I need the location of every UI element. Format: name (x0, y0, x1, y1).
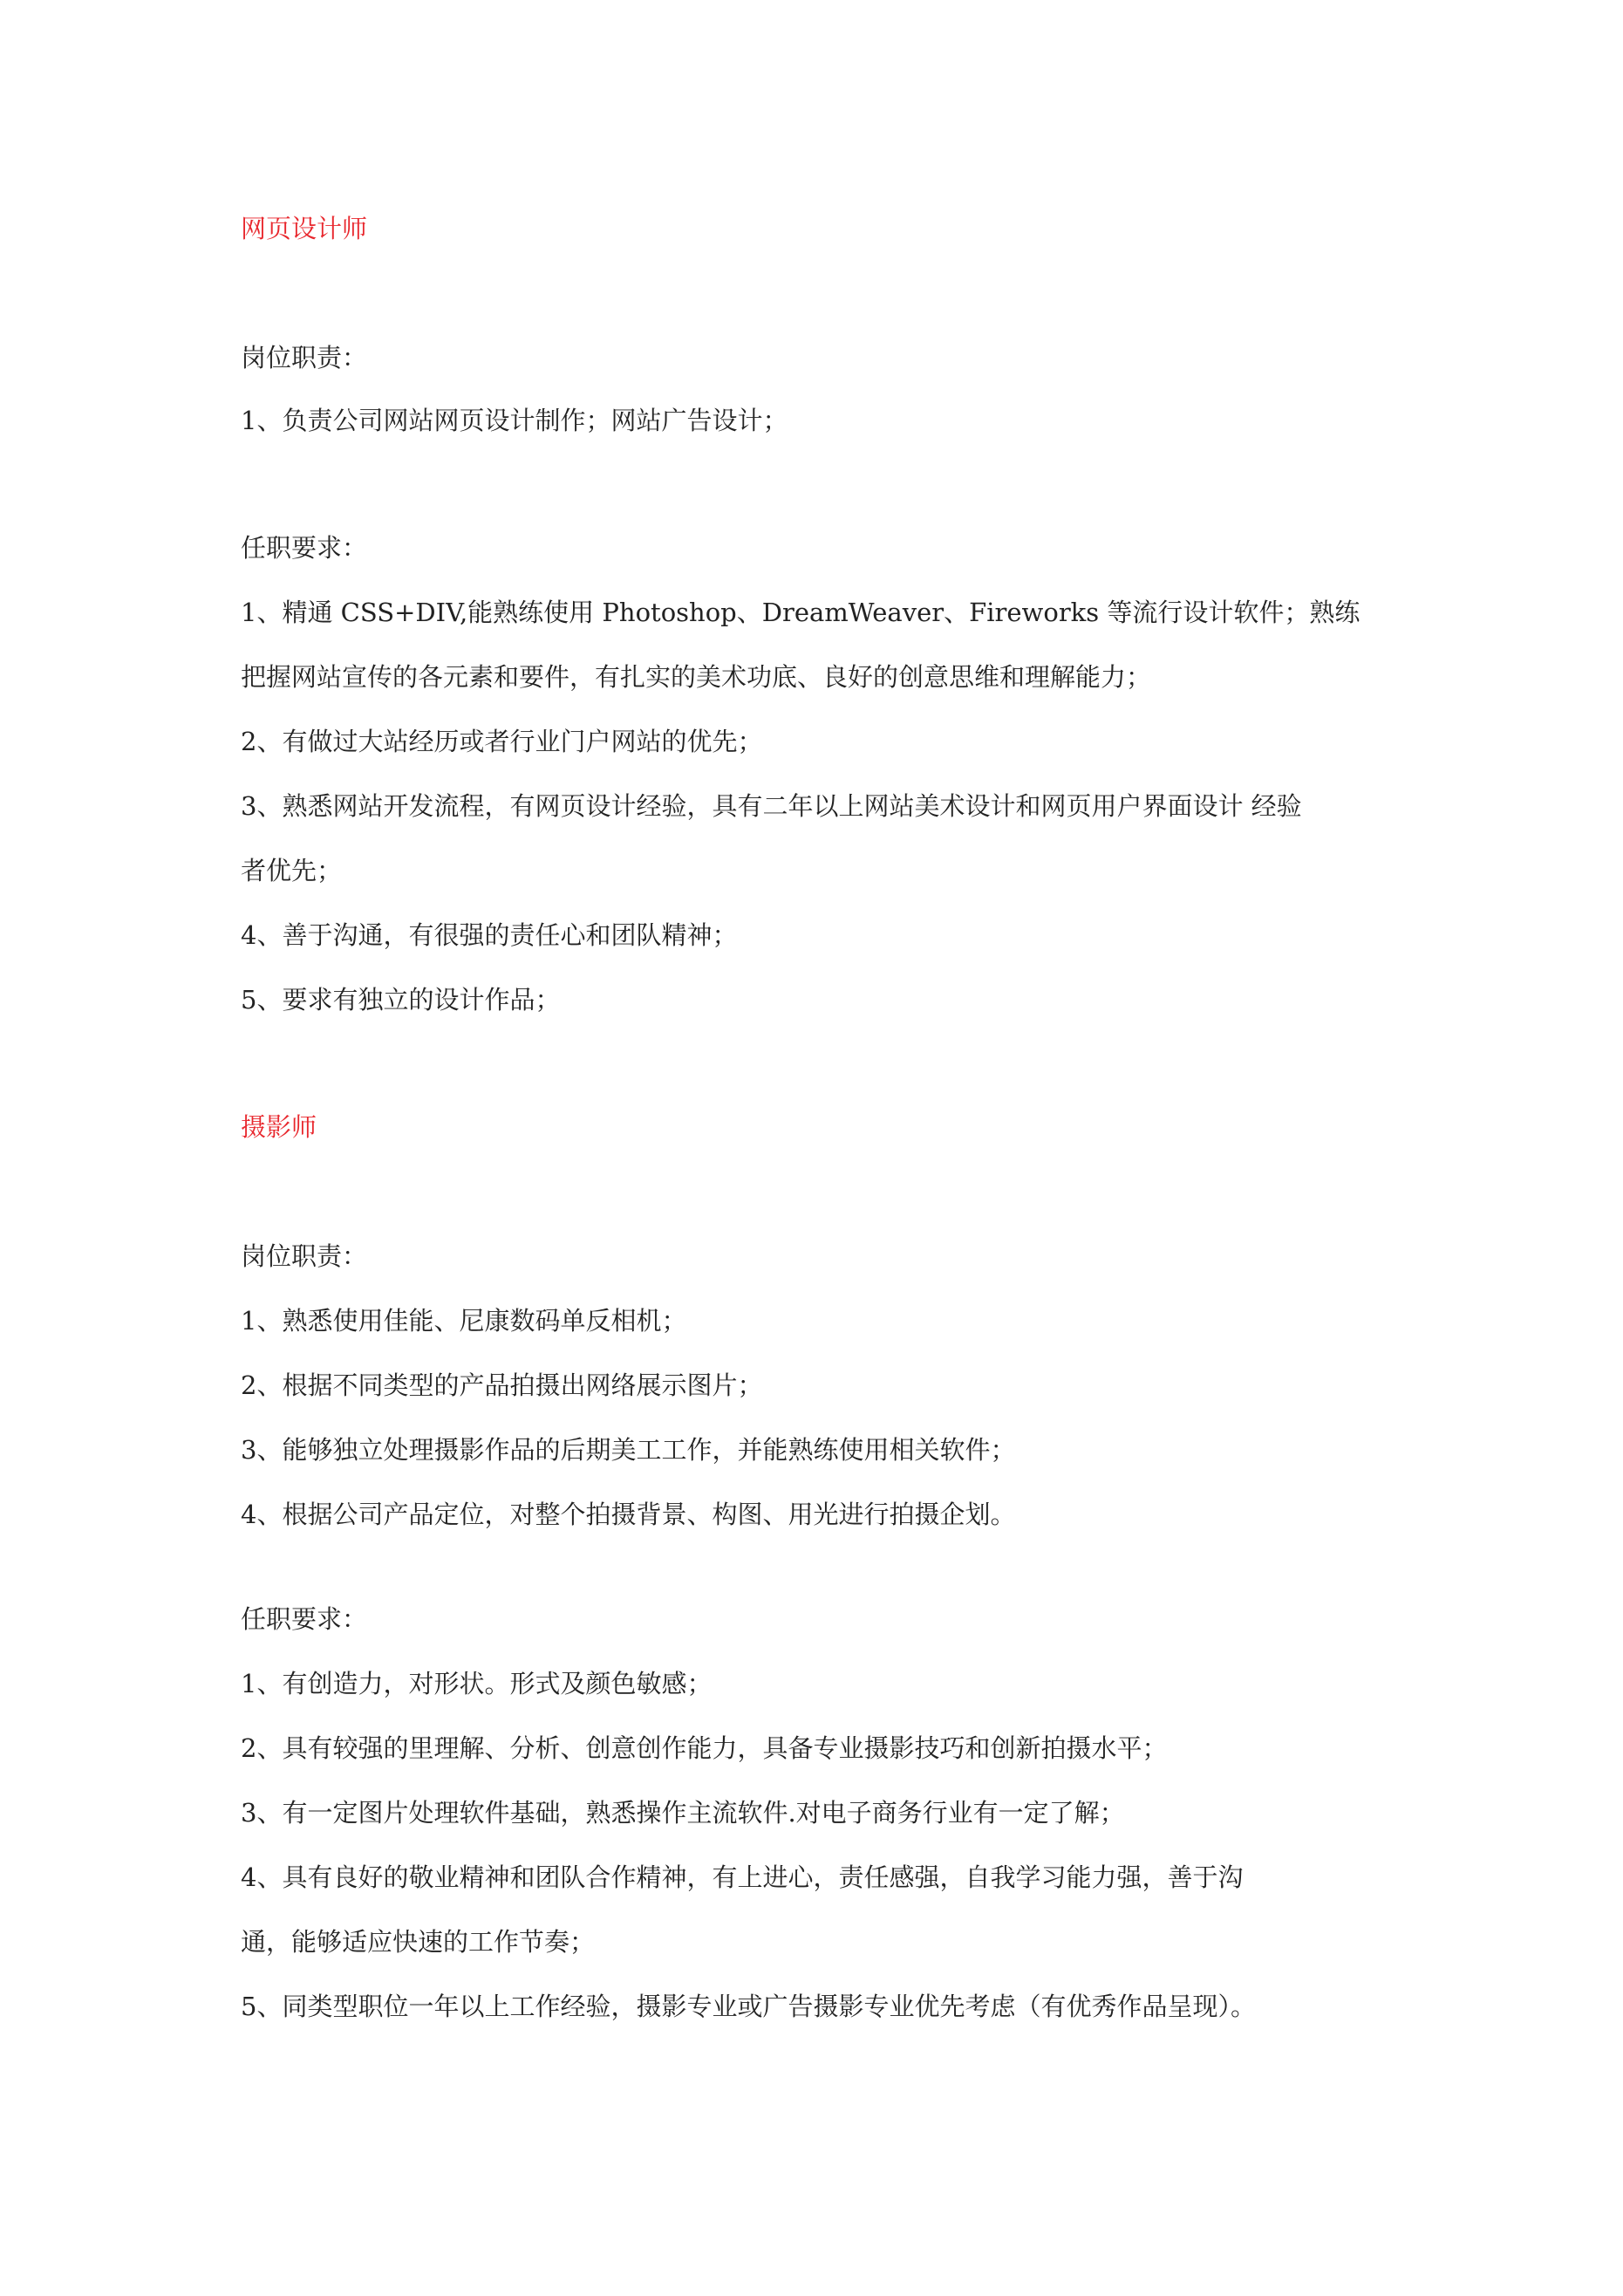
duty-item: 3、能够独立处理摄影作品的后期美工工作，并能熟练使用相关软件； (241, 1435, 1016, 1465)
duty-item: 4、根据公司产品定位，对整个拍摄背景、构图、用光进行拍摄企划。 (241, 1500, 1016, 1529)
requirement-item: 4、具有良好的敬业精神和团队合作精神，有上进心，责任感强，自我学习能力强，善于沟 (241, 1862, 1244, 1892)
requirement-item: 2、具有较强的里理解、分析、创意创作能力，具备专业摄影技巧和创新拍摄水平； (241, 1733, 1168, 1763)
duties-label: 岗位职责： (241, 1241, 368, 1271)
requirement-item: 3、有一定图片处理软件基础，熟悉操作主流软件.对电子商务行业有一定了解； (241, 1798, 1125, 1828)
requirements-label: 任职要求： (241, 533, 368, 563)
requirements-label: 任职要求： (241, 1604, 368, 1634)
requirement-item: 把握网站宣传的各元素和要件，有扎实的美术功底、良好的创意思维和理解能力； (241, 662, 1152, 692)
duty-item: 2、根据不同类型的产品拍摄出网络展示图片； (241, 1370, 763, 1400)
section-title-photographer: 摄影师 (241, 1112, 317, 1142)
section-title-web-designer: 网页设计师 (241, 214, 368, 243)
requirement-item: 5、同类型职位一年以上工作经验，摄影专业或广告摄影专业优先考虑（有优秀作品呈现）。 (241, 1992, 1256, 2021)
requirement-item: 4、善于沟通，有很强的责任心和团队精神； (241, 920, 738, 950)
duty-item: 1、负责公司网站网页设计制作；网站广告设计； (241, 406, 788, 435)
requirement-item: 1、精通 CSS+DIV,能熟练使用 Photoshop、DreamWeaver、Fireworks 等流行设计软件；熟练 (241, 598, 1360, 627)
duty-item: 1、熟悉使用佳能、尼康数码单反相机； (241, 1306, 687, 1336)
requirement-item: 1、有创造力，对形状。形式及颜色敏感； (241, 1669, 713, 1698)
requirement-item: 5、要求有独立的设计作品； (241, 985, 561, 1015)
requirement-item: 通，能够适应快速的工作节奏； (241, 1927, 596, 1957)
duties-label: 岗位职责： (241, 343, 368, 372)
requirement-item: 者优先； (241, 856, 343, 885)
requirement-item: 3、熟悉网站开发流程，有网页设计经验，具有二年以上网站美术设计和网页用户界面设计 经验 (241, 791, 1302, 821)
requirement-item: 2、有做过大站经历或者行业门户网站的优先； (241, 727, 763, 756)
